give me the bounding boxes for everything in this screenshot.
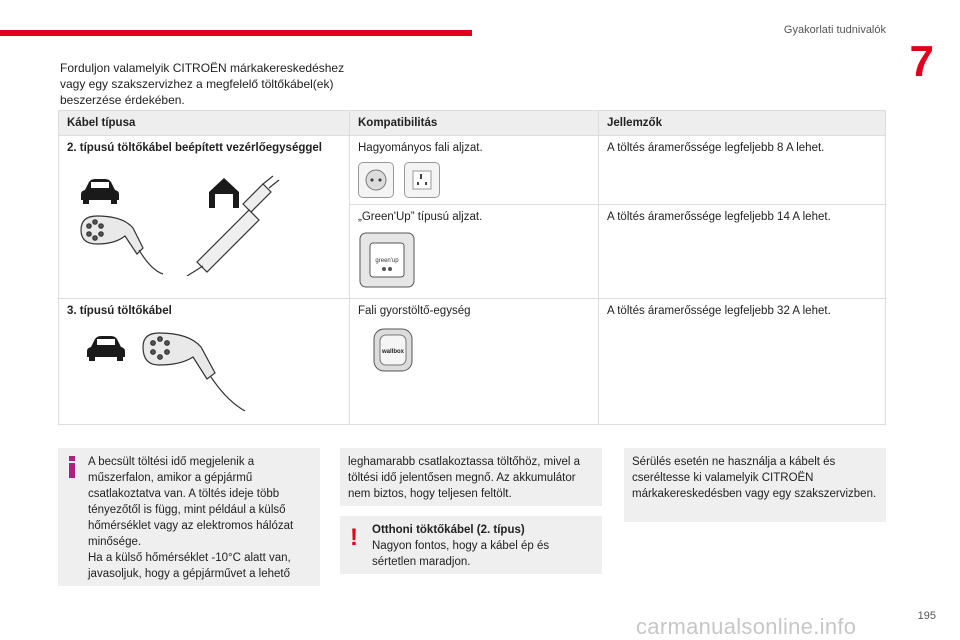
chapter-number: 7 bbox=[909, 37, 934, 86]
feature-8a: A töltés áramerőssége legfeljebb 8 A lehet. bbox=[599, 136, 886, 205]
damage-note bbox=[624, 448, 886, 522]
cable-type-2-cell bbox=[59, 136, 350, 299]
warning-text: Nagyon fontos, hogy a kábel ép és sértetlen maradjon. bbox=[372, 540, 550, 568]
warning-icon: ! bbox=[350, 524, 358, 551]
header-compatibility: Kompatibilitás bbox=[350, 111, 599, 136]
wallbox-label: wallbox bbox=[381, 349, 405, 355]
header-features: Jellemzők bbox=[599, 111, 886, 136]
compat-wall-socket-text: Hagyományos fali aljzat. bbox=[358, 142, 483, 154]
top-accent-bar bbox=[0, 30, 472, 36]
watermark: carmanualsonline.info bbox=[636, 614, 857, 639]
cable-type-3-title: 3. típusú töltőkábel bbox=[67, 305, 172, 317]
info-note-continued-text: leghamarabb csatlakoztassa töltőhöz, mivel a töltési idő jelentősen megnő. Az akkumulátor nem biztos, hogy teljesen feltölt. bbox=[348, 456, 581, 500]
compat-wallbox-text: Fali gyorstöltő-egység bbox=[358, 305, 471, 317]
table-row bbox=[59, 136, 886, 205]
damage-note-text: Sérülés esetén ne használja a kábelt és cseréltesse ki valamelyik CITROËN márkakereskedésben vagy egy szakszervizben. bbox=[632, 456, 877, 500]
page-number: 195 bbox=[917, 610, 936, 622]
cable-type-2-title: 2. típusú töltőkábel beépített vezérlőegységgel bbox=[67, 142, 322, 154]
compat-greenup bbox=[350, 205, 599, 299]
compat-wall-socket bbox=[350, 136, 599, 205]
table-header-row bbox=[59, 111, 886, 136]
info-note-continued bbox=[340, 448, 602, 506]
type3-cable-illustration bbox=[67, 317, 323, 413]
house-icon bbox=[209, 178, 239, 208]
type2-connector bbox=[81, 216, 163, 274]
intro-paragraph: Forduljon valamelyik CITROËN márkakereskedéshez vagy egy szakszervizhez a megfelelő töltőkábel(ek) beszerzése érdekében. bbox=[60, 61, 345, 107]
flat-socket-icon bbox=[404, 162, 440, 198]
compat-greenup-text: „Green'Up” típusú aljzat. bbox=[358, 211, 483, 223]
type3-connector bbox=[143, 333, 245, 411]
greenup-socket-icon bbox=[358, 231, 590, 292]
header-cable-type: Kábel típusa bbox=[59, 111, 350, 136]
wallbox-icon bbox=[372, 327, 590, 376]
feature-14a: A töltés áramerőssége legfeljebb 14 A lehet. bbox=[599, 205, 886, 299]
cable-type-3-cell bbox=[59, 299, 350, 425]
feature-32a: A töltés áramerőssége legfeljebb 32 A lehet. bbox=[599, 299, 886, 425]
cable-table bbox=[58, 110, 886, 425]
warning-note bbox=[340, 516, 602, 574]
socket-icons bbox=[358, 162, 590, 198]
warning-title: Otthoni töktőkábel (2. típus) bbox=[372, 524, 525, 536]
greenup-socket-label: green'up bbox=[375, 258, 399, 264]
car-icon bbox=[87, 336, 125, 361]
section-title: Gyakorlati tudnivalók bbox=[783, 24, 886, 36]
schuko-socket-icon bbox=[358, 162, 394, 198]
compat-wallbox bbox=[350, 299, 599, 425]
info-icon bbox=[68, 456, 76, 478]
info-note bbox=[58, 448, 320, 586]
table-row bbox=[59, 299, 886, 425]
type2-cable-illustration bbox=[67, 154, 323, 276]
car-icon bbox=[81, 179, 119, 204]
info-note-text: A becsült töltési idő megjelenik a műszerfalon, amikor a gépjármű csatlakoztatva van. A töltés ideje több tényezőtől is függ, mint például a külső hőmérséklet vagy az elektromos hálózat minősége. Ha a külső hőmérséklet -10°C alatt van, javasoljuk, hogy a gépjárművet a lehető bbox=[88, 456, 294, 580]
